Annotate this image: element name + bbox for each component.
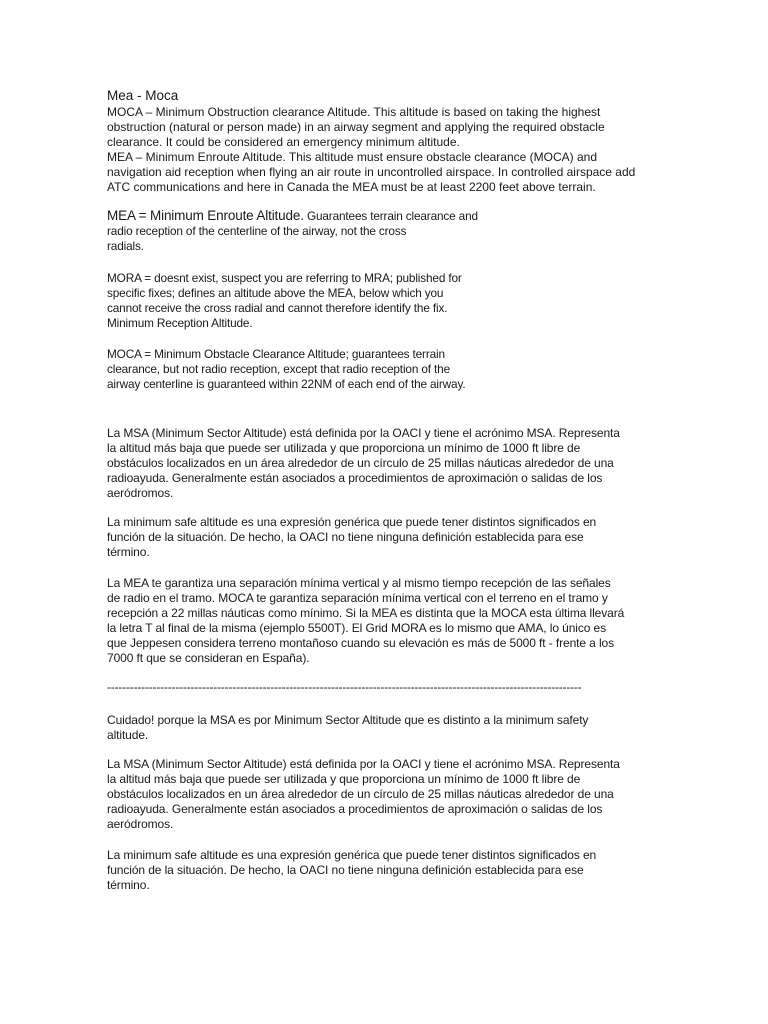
text-line: que Jeppesen considera terreno montañoso cuando su elevación es más de 5000 ft - frente a los (107, 636, 615, 650)
text-line: ATC communications and here in Canada the MEA must be at least 2200 feet above terrain. (107, 180, 596, 194)
text-line: recepción a 22 millas náuticas como mínimo. Si la MEA es distinta que la MOCA esta última llevará (107, 606, 625, 620)
text-line: La MSA (Minimum Sector Altitude) está definida por la OACI y tiene el acrónimo MSA. Representa (107, 426, 620, 440)
text-line: término. (107, 878, 150, 892)
text-line: función de la situación. De hecho, la OACI no tiene ninguna definición establecida para ese (107, 863, 584, 877)
text-line: obstáculos localizados en un área alrededor de un círculo de 25 millas náuticas alrededor de una (107, 456, 614, 470)
text-line: clearance, but not radio reception, except that radio reception of the (107, 362, 450, 376)
paragraph-moca (107, 347, 465, 392)
text-line: MOCA = Minimum Obstacle Clearance Altitude; guarantees terrain (107, 347, 445, 361)
text-line: altitude. (107, 728, 149, 742)
text-line: specific fixes; defines an altitude above the MEA, below which you (107, 286, 444, 300)
text-line: Minimum Reception Altitude. (107, 316, 253, 330)
text-line: airway centerline is guaranteed within 22NM of each end of the airway. (107, 377, 466, 391)
text-line: MEA – Minimum Enroute Altitude. This altitude must ensure obstacle clearance (MOCA) and (107, 150, 598, 164)
paragraph-minimum-safe-altitude (107, 515, 596, 560)
text-line: La minimum safe altitude es una expresión genérica que puede tener distintos significados en (107, 848, 597, 862)
paragraph-cuidado (107, 713, 588, 743)
text-line: clearance. It could be considered an emergency minimum altitude. (107, 135, 460, 149)
text-line: término. (107, 545, 150, 559)
text-line: aeródromos. (107, 817, 174, 831)
text-line: radioayuda. Generalmente están asociados a procedimientos de aproximación o salidas de los (107, 802, 603, 816)
document-title: Mea - Moca (107, 88, 179, 103)
text-line: radials. (107, 239, 144, 253)
text-line: de radio en el tramo. MOCA te garantiza separación mínima vertical con el terreno en el tramo y (107, 591, 608, 605)
text-line: MORA = doesnt exist, suspect you are referring to MRA; published for (107, 271, 462, 285)
paragraph-mora (107, 271, 462, 331)
text-line: cannot receive the cross radial and cannot therefore identify the fix. (107, 301, 448, 315)
paragraph-lead-rest: Guarantees terrain clearance and (303, 209, 478, 223)
text-line: radioayuda. Generalmente están asociados a procedimientos de aproximación o salidas de los (107, 471, 603, 485)
text-line: MOCA – Minimum Obstruction clearance Altitude. This altitude is based on taking the highest (107, 105, 601, 119)
text-line: función de la situación. De hecho, la OACI no tiene ninguna definición establecida para ese (107, 530, 584, 544)
paragraph-moca-mea-definitions (107, 105, 635, 195)
text-line: 7000 ft que se consideran en España). (107, 651, 310, 665)
paragraph-msa (107, 426, 620, 501)
paragraph-minimum-safe-altitude-repeat (107, 848, 596, 893)
dashed-separator: ----------------------------------------------------------------------------------------------------------------------------- (107, 680, 582, 694)
paragraph-mea-moca-spanish (107, 576, 624, 666)
paragraph-mea (107, 208, 478, 254)
text-line (107, 208, 478, 224)
text-line: La MSA (Minimum Sector Altitude) está definida por la OACI y tiene el acrónimo MSA. Representa (107, 757, 620, 771)
text-line: obstáculos localizados en un área alrededor de un círculo de 25 millas náuticas alrededor de una (107, 787, 614, 801)
text-line: la altitud más baja que puede ser utilizada y que proporciona un mínimo de 1000 ft libre de (107, 772, 581, 786)
text-line: la altitud más baja que puede ser utilizada y que proporciona un mínimo de 1000 ft libre de (107, 441, 581, 455)
paragraph-msa-repeat (107, 757, 620, 832)
text-line: radio reception of the centerline of the airway, not the cross (107, 224, 407, 238)
text-line: La minimum safe altitude es una expresión genérica que puede tener distintos significados en (107, 515, 597, 529)
text-line: aeródromos. (107, 486, 174, 500)
text-line: Cuidado! porque la MSA es por Minimum Sector Altitude que es distinto a la minimum safety (107, 713, 589, 727)
text-line: La MEA te garantiza una separación mínima vertical y al mismo tiempo recepción de las señales (107, 576, 611, 590)
text-line: navigation aid reception when flying an air route in uncontrolled airspace. In controlled airspace add (107, 165, 636, 179)
text-line: obstruction (natural or person made) in an airway segment and applying the required obstacle (107, 120, 605, 134)
text-line: la letra T al final de la misma (ejemplo 5500T). El Grid MORA es lo mismo que AMA, lo único es (107, 621, 607, 635)
paragraph-lead: MEA = Minimum Enroute Altitude. (107, 208, 304, 223)
